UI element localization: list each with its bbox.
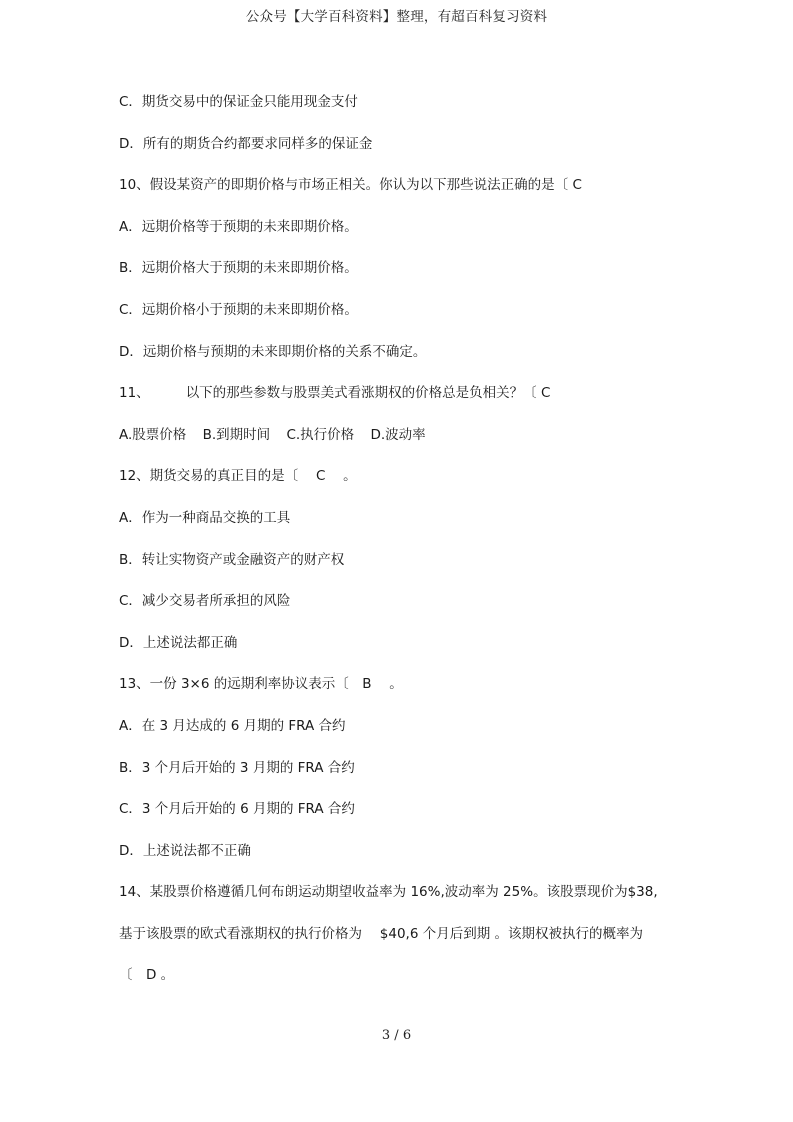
option-d-q10: D．远期价格与预期的未来即期价格的关系不确定。 bbox=[119, 343, 427, 360]
option-d-q9: D．所有的期货合约都要求同样多的保证金 bbox=[119, 135, 373, 152]
option-c-q11: C.执行价格 bbox=[286, 426, 355, 443]
question-13: 13、一份 3×6 的远期利率协议表示〔 B 。 bbox=[119, 676, 403, 693]
option-c-q12: C．减少交易者所承担的风险 bbox=[119, 593, 291, 610]
question-12: 12、期货交易的真正目的是〔 C 。 bbox=[119, 468, 357, 485]
option-c-q13: C．3 个月后开始的 6 月期的 FRA 合约 bbox=[119, 801, 355, 818]
option-d-q12: D．上述说法都正确 bbox=[119, 634, 238, 651]
question-11-text: 以下的那些参数与股票美式看涨期权的价格总是负相关？〔 C bbox=[185, 385, 551, 402]
question-14-line-3: 〔 D 。 bbox=[119, 967, 175, 984]
option-b-q11: B.到期时间 bbox=[202, 426, 271, 443]
option-c-q10: C．远期价格小于预期的未来即期价格。 bbox=[119, 301, 358, 318]
option-a-q10: A．远期价格等于预期的未来即期价格。 bbox=[119, 218, 358, 235]
option-c-q9: C．期货交易中的保证金只能用现金支付 bbox=[119, 94, 358, 110]
option-b-q13: B．3 个月后开始的 3 月期的 FRA 合约 bbox=[119, 759, 355, 776]
question-11-options bbox=[119, 421, 699, 463]
document-body bbox=[119, 88, 699, 1003]
option-b-q12: B．转让实物资产或金融资产的财产权 bbox=[119, 551, 345, 568]
option-d-q13: D．上述说法都不正确 bbox=[119, 842, 251, 859]
question-14-line-1: 14、某股票价格遵循几何布朗运动期望收益率为 16%,波动率为 25%。该股票现价为$38, bbox=[119, 884, 658, 901]
option-a-q12: A．作为一种商品交换的工具 bbox=[119, 509, 291, 526]
option-a-q13: A．在 3 月达成的 6 月期的 FRA 合约 bbox=[119, 717, 346, 734]
question-10: 10、假设某资产的即期价格与市场正相关。你认为以下那些说法正确的是〔 C bbox=[119, 177, 582, 194]
page-header: 公众号【大学百科资料】整理，有超百科复习资料 bbox=[245, 9, 548, 25]
question-11 bbox=[119, 379, 699, 421]
question-14-line-2: 基于该股票的欧式看涨期权的执行价格为 $40,6 个月后到期 。该期权被执行的概率为 bbox=[119, 925, 644, 942]
option-d-q11: D.波动率 bbox=[370, 426, 426, 443]
option-b-q10: B．远期价格大于预期的未来即期价格。 bbox=[119, 260, 358, 277]
option-a-q11: A.股票价格 bbox=[119, 426, 187, 443]
question-11-number: 11、 bbox=[119, 385, 150, 402]
page-number: 3 / 6 bbox=[381, 1028, 412, 1043]
